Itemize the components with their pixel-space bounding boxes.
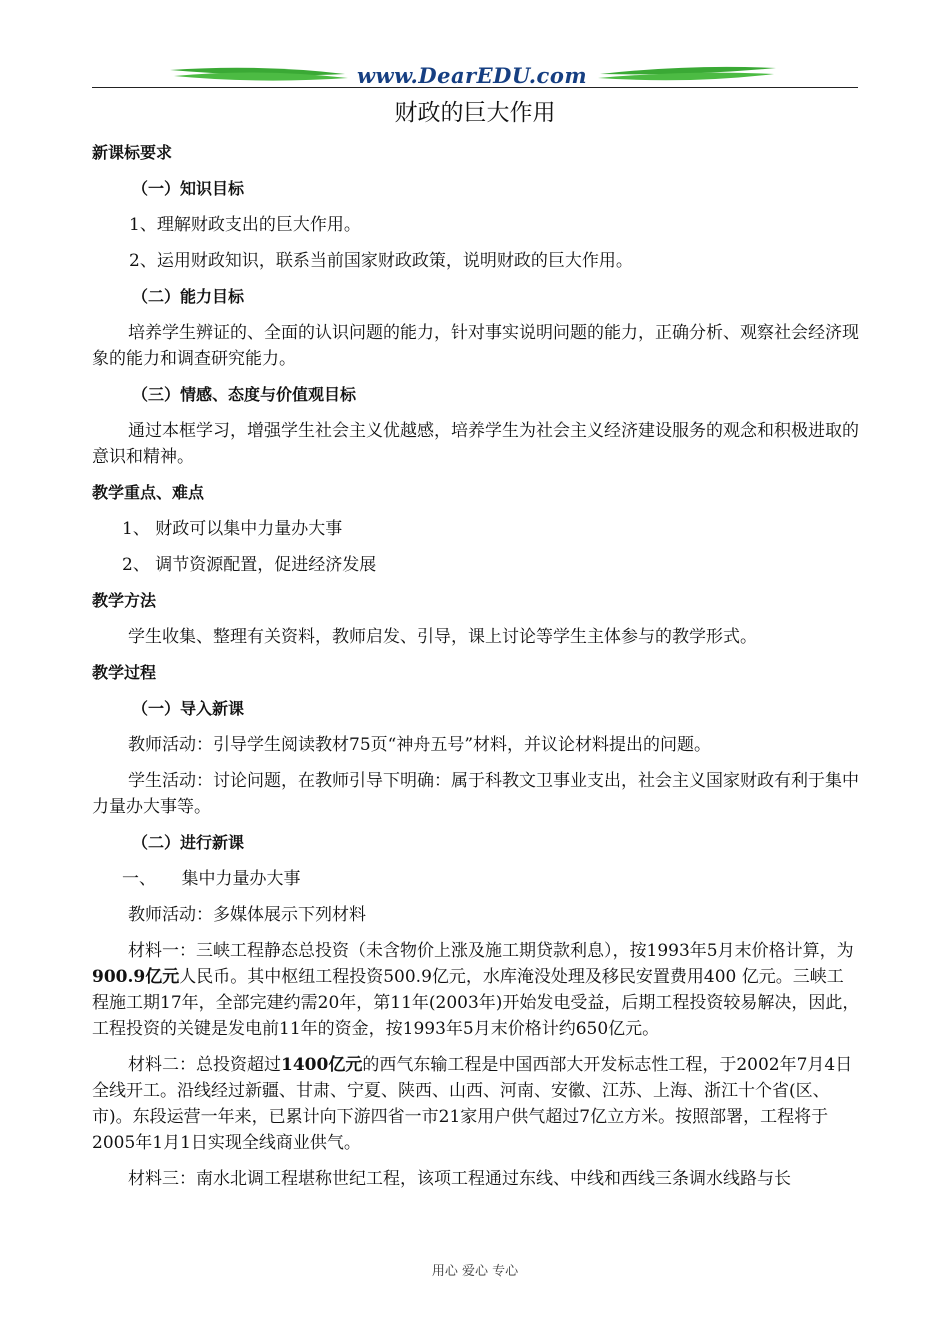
material-highlight: 900.9亿元 [92,967,180,987]
page-title: 财政的巨大作用 [394,100,556,126]
page-footer: 用心 爱心 专心 [431,1264,519,1279]
material-text: 材料一：三峡工程静态总投资（未含物价上涨及施工期贷款利息），按1993年5月末价格计算，为 [128,941,854,961]
paragraph: 培养学生辨证的、全面的认识问题的能力，针对事实说明问题的能力，正确分析、观察社会经济现象的能力和调查研究能力。 [92,323,859,369]
header-site-name[interactable]: www.DearEDU.com [356,63,588,88]
list-item: 1、 财政可以集中力量办大事 [122,519,343,539]
subsection-heading: （一）导入新课 [132,699,245,718]
material-paragraph [92,1052,860,1156]
section-heading: 新课标要求 [92,143,173,162]
material-text: 材料二：总投资超过 [128,1055,281,1075]
material-paragraph [92,938,860,1042]
paragraph: 通过本框学习，增强学生社会主义优越感，培养学生为社会主义经济建设服务的观念和积极进取的意识和精神。 [92,421,859,467]
section-heading: 教学重点、难点 [92,483,205,502]
list-item: 2、 调节资源配置，促进经济发展 [122,555,377,575]
section-heading: 教学过程 [92,663,157,682]
subsection-heading: （二）能力目标 [132,287,245,306]
paragraph: 教师活动：多媒体展示下列材料 [128,905,366,925]
subsection-heading: （三）情感、态度与价值观目标 [132,385,357,404]
material-paragraph: 材料三：南水北调工程堪称世纪工程，该项工程通过东线、中线和西线三条调水线路与长 [128,1169,791,1189]
paragraph: 教师活动：引导学生阅读教材75页“神舟五号”材料，并议论材料提出的问题。 [128,735,712,755]
list-item: 2、运用财政知识，联系当前国家财政政策，说明财政的巨大作用。 [129,251,633,271]
list-item: 1、理解财政支出的巨大作用。 [129,215,361,235]
subsection-heading: （二）进行新课 [132,833,245,852]
section-heading: 教学方法 [92,591,157,610]
paragraph: 学生收集、整理有关资料，教师启发、引导，课上讨论等学生主体参与的教学形式。 [128,627,757,647]
document-body [92,138,860,1192]
material-text: 人民币。其中枢纽工程投资500.9亿元，水库淹没处理及移民安置费用400 亿元。三峡工程施工期17年，全部完建约需20年，第11年(2003年)开始发电受益，后期工程投资较易解决，因此，工程投资的关键是发电前11年的资金，按1993年5月末价格计约650亿元。 [92,967,860,1039]
header-divider [92,87,858,88]
list-item: 一、 集中力量办大事 [122,869,301,889]
subsection-heading: （一）知识目标 [132,179,245,198]
material-text: 的西气东输工程是中国西部大开发标志性工程，于2002年7月4日全线开工。沿线经过新疆、甘肃、宁夏、陕西、山西、河南、安徽、江苏、上海、浙江十个省(区、市)。东段运营一年来，已累计向下游四省一市21家用户供气超过7亿立方米。按照部署，工程将于2005年1月1日实现全线商业供气。 [92,1055,853,1153]
material-highlight: 1400亿元 [281,1055,363,1075]
paragraph: 学生活动：讨论问题，在教师引导下明确：属于科教文卫事业支出，社会主义国家财政有利于集中力量办大事等。 [92,771,859,817]
